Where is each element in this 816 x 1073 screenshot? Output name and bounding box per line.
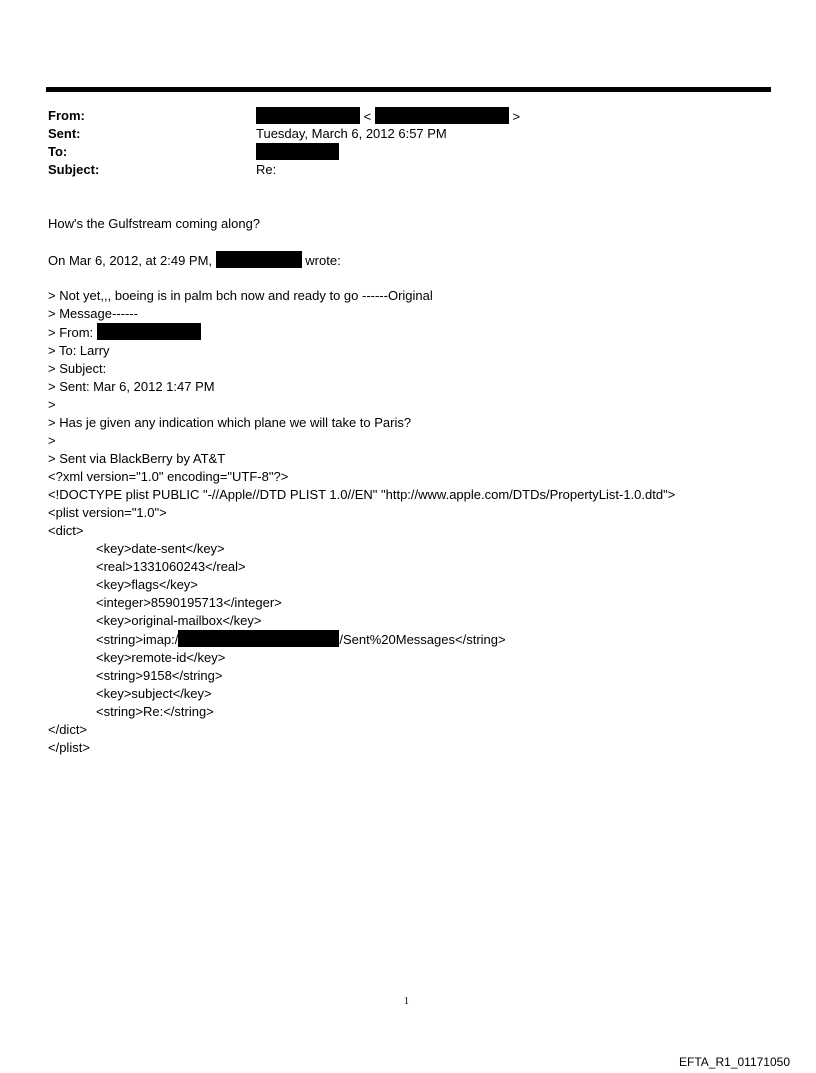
quoted-line: > Has je given any indication which plane we will take to Paris? — [48, 415, 412, 430]
quoted-line: > Sent via BlackBerry by AT&T — [48, 451, 226, 466]
from-value — [256, 107, 520, 126]
document-id: EFTA_R1_01171050 — [679, 1055, 790, 1069]
quoted-line: > Sent: Mar 6, 2012 1:47 PM — [48, 379, 215, 394]
redaction-box — [375, 107, 509, 124]
from-gt: > — [512, 109, 521, 124]
quoted-line: > Message------ — [48, 306, 138, 321]
xml-imap-prefix: <string>imap:/ — [96, 632, 179, 647]
quoted-message — [48, 287, 675, 757]
quoted-line: > To: Larry — [48, 343, 110, 358]
xml-line — [48, 630, 675, 649]
xml-line: <key>original-mailbox</key> — [96, 613, 262, 628]
header-rule — [46, 87, 771, 92]
from-lt: < — [363, 109, 372, 124]
xml-line: <real>1331060243</real> — [96, 559, 246, 574]
xml-imap-suffix: /Sent%20Messages</string> — [339, 632, 506, 647]
quoted-line: > — [48, 433, 56, 448]
redaction-box — [256, 107, 360, 124]
xml-line: <?xml version="1.0" encoding="UTF-8"?> — [48, 469, 289, 484]
quoted-line: > Subject: — [48, 361, 107, 376]
message-line: How's the Gulfstream coming along? — [48, 216, 261, 231]
xml-line: <dict> — [48, 523, 84, 538]
sent-label: Sent: — [48, 126, 81, 141]
quote-intro-post: wrote: — [305, 253, 341, 268]
page-number: 1 — [404, 996, 409, 1007]
xml-line: <key>subject</key> — [96, 686, 212, 701]
to-label: To: — [48, 144, 68, 159]
sent-value: Tuesday, March 6, 2012 6:57 PM — [256, 126, 447, 141]
xml-line: <string>Re:</string> — [96, 704, 214, 719]
from-label: From: — [48, 108, 85, 123]
quoted-line — [48, 323, 675, 342]
xml-line: <key>remote-id</key> — [96, 650, 226, 665]
quoted-line: > Not yet,,, boeing is in palm bch now and ready to go ------Original — [48, 288, 433, 303]
xml-line: <plist version="1.0"> — [48, 505, 167, 520]
subject-label: Subject: — [48, 162, 100, 177]
xml-line: <key>flags</key> — [96, 577, 198, 592]
redaction-box — [178, 630, 339, 647]
to-value — [256, 143, 339, 162]
xml-line: </plist> — [48, 740, 90, 755]
xml-line: <string>9158</string> — [96, 668, 223, 683]
xml-line: <integer>8590195713</integer> — [96, 595, 282, 610]
xml-line: <!DOCTYPE plist PUBLIC "-//Apple//DTD PLIST 1.0//EN" "http://www.apple.com/DTDs/PropertyList-1.0.dtd"> — [48, 487, 676, 502]
redaction-box — [216, 251, 302, 268]
xml-line: <key>date-sent</key> — [96, 541, 225, 556]
quote-intro-pre: On Mar 6, 2012, at 2:49 PM, — [48, 253, 213, 268]
subject-value: Re: — [256, 162, 277, 177]
quoted-from-label: > From: — [48, 325, 94, 340]
redaction-box — [97, 323, 201, 340]
xml-line: </dict> — [48, 722, 88, 737]
redaction-box — [256, 143, 339, 160]
quote-intro — [48, 251, 341, 270]
quoted-line: > — [48, 397, 56, 412]
